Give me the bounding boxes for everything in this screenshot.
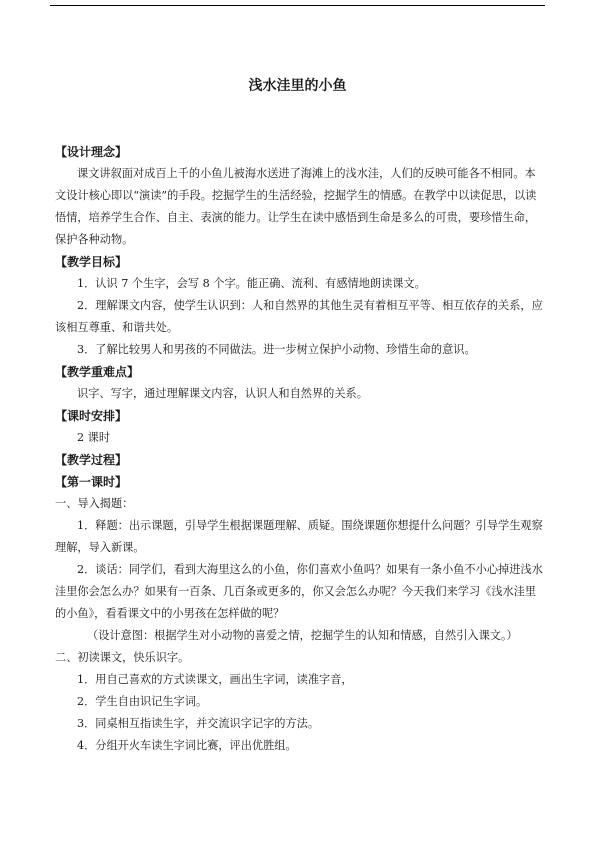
- part2-title: 二、初读课文，快乐识字。: [55, 651, 190, 664]
- schedule-paragraph: 2 课时: [77, 431, 111, 444]
- part2-item-1: 1．用自己喜欢的方式读课文，画出生字词，读准字音，: [77, 673, 353, 686]
- heading-teaching-process: 【教学过程】: [55, 453, 128, 467]
- part2-item-2: 2．学生自由识记生字词。: [77, 695, 208, 708]
- heading-key-points: 【教学重难点】: [55, 365, 140, 379]
- heading-first-lesson: 【第一课时】: [55, 475, 128, 489]
- part1-item-1: 1．释题：出示课题，引导学生根据课题理解、质疑。围绕课题你想提什么问题？引导学生观察理解，导入新课。: [55, 519, 543, 554]
- document-body: [55, 141, 543, 757]
- page-title: 浅水洼里的小鱼: [248, 78, 347, 94]
- goal-item-1: 1．认识 7 个生字，会写 8 个字。能正确、流利、有感情地朗读课文。: [77, 277, 426, 290]
- header-rule: [50, 5, 545, 6]
- part1-item-2: 2．谈话：同学们，看到大海里这么的小鱼，你们喜欢小鱼吗？如果有一条小鱼不小心掉进浅水洼里你会怎么办？如果有一百条、几百条或更多的，你又会怎么办呢？今天我们来学习《浅水洼里的小鱼》，看看课文中的小男孩在怎样做的呢？: [55, 563, 543, 620]
- part2-item-3: 3．同桌相互指读生字，并交流识字记字的方法。: [77, 717, 320, 730]
- part2-item-4: 4．分组开火车读生字词比赛，评出优胜组。: [77, 739, 297, 752]
- goal-item-2: 2．理解课文内容，使学生认识到：人和自然界的其他生灵有着相互平等、相互依存的关系，应该相互尊重、和谐共处。: [55, 299, 543, 334]
- design-intent-note: （设计意图：根据学生对小动物的喜爱之情，挖掘学生的认知和情感，自然引入课文。）: [87, 629, 518, 642]
- key-points-paragraph: 识字、写字，通过理解课文内容，认识人和自然界的关系。: [77, 387, 368, 400]
- heading-design-concept: 【设计理念】: [55, 145, 128, 159]
- goal-item-3: 3．了解比较男人和男孩的不同做法。进一步树立保护小动物、珍惜生命的意识。: [77, 343, 476, 356]
- part1-title: 一、导入揭题：: [55, 497, 134, 510]
- concept-paragraph: 课文讲叙面对成百上千的小鱼儿被海水送进了海滩上的浅水洼，人们的反映可能各不相同。本文设计核心即以“演读”的手段。挖掘学生的生活经验，挖掘学生的情感。在教学中以读促思，以读悟情，培养学生合作、自主、表演的能力。让学生在读中感悟到生命是多么的可贵，要珍惜生命，保护各种动物。: [55, 167, 537, 246]
- heading-schedule: 【课时安排】: [55, 409, 128, 423]
- heading-teaching-goals: 【教学目标】: [55, 255, 128, 269]
